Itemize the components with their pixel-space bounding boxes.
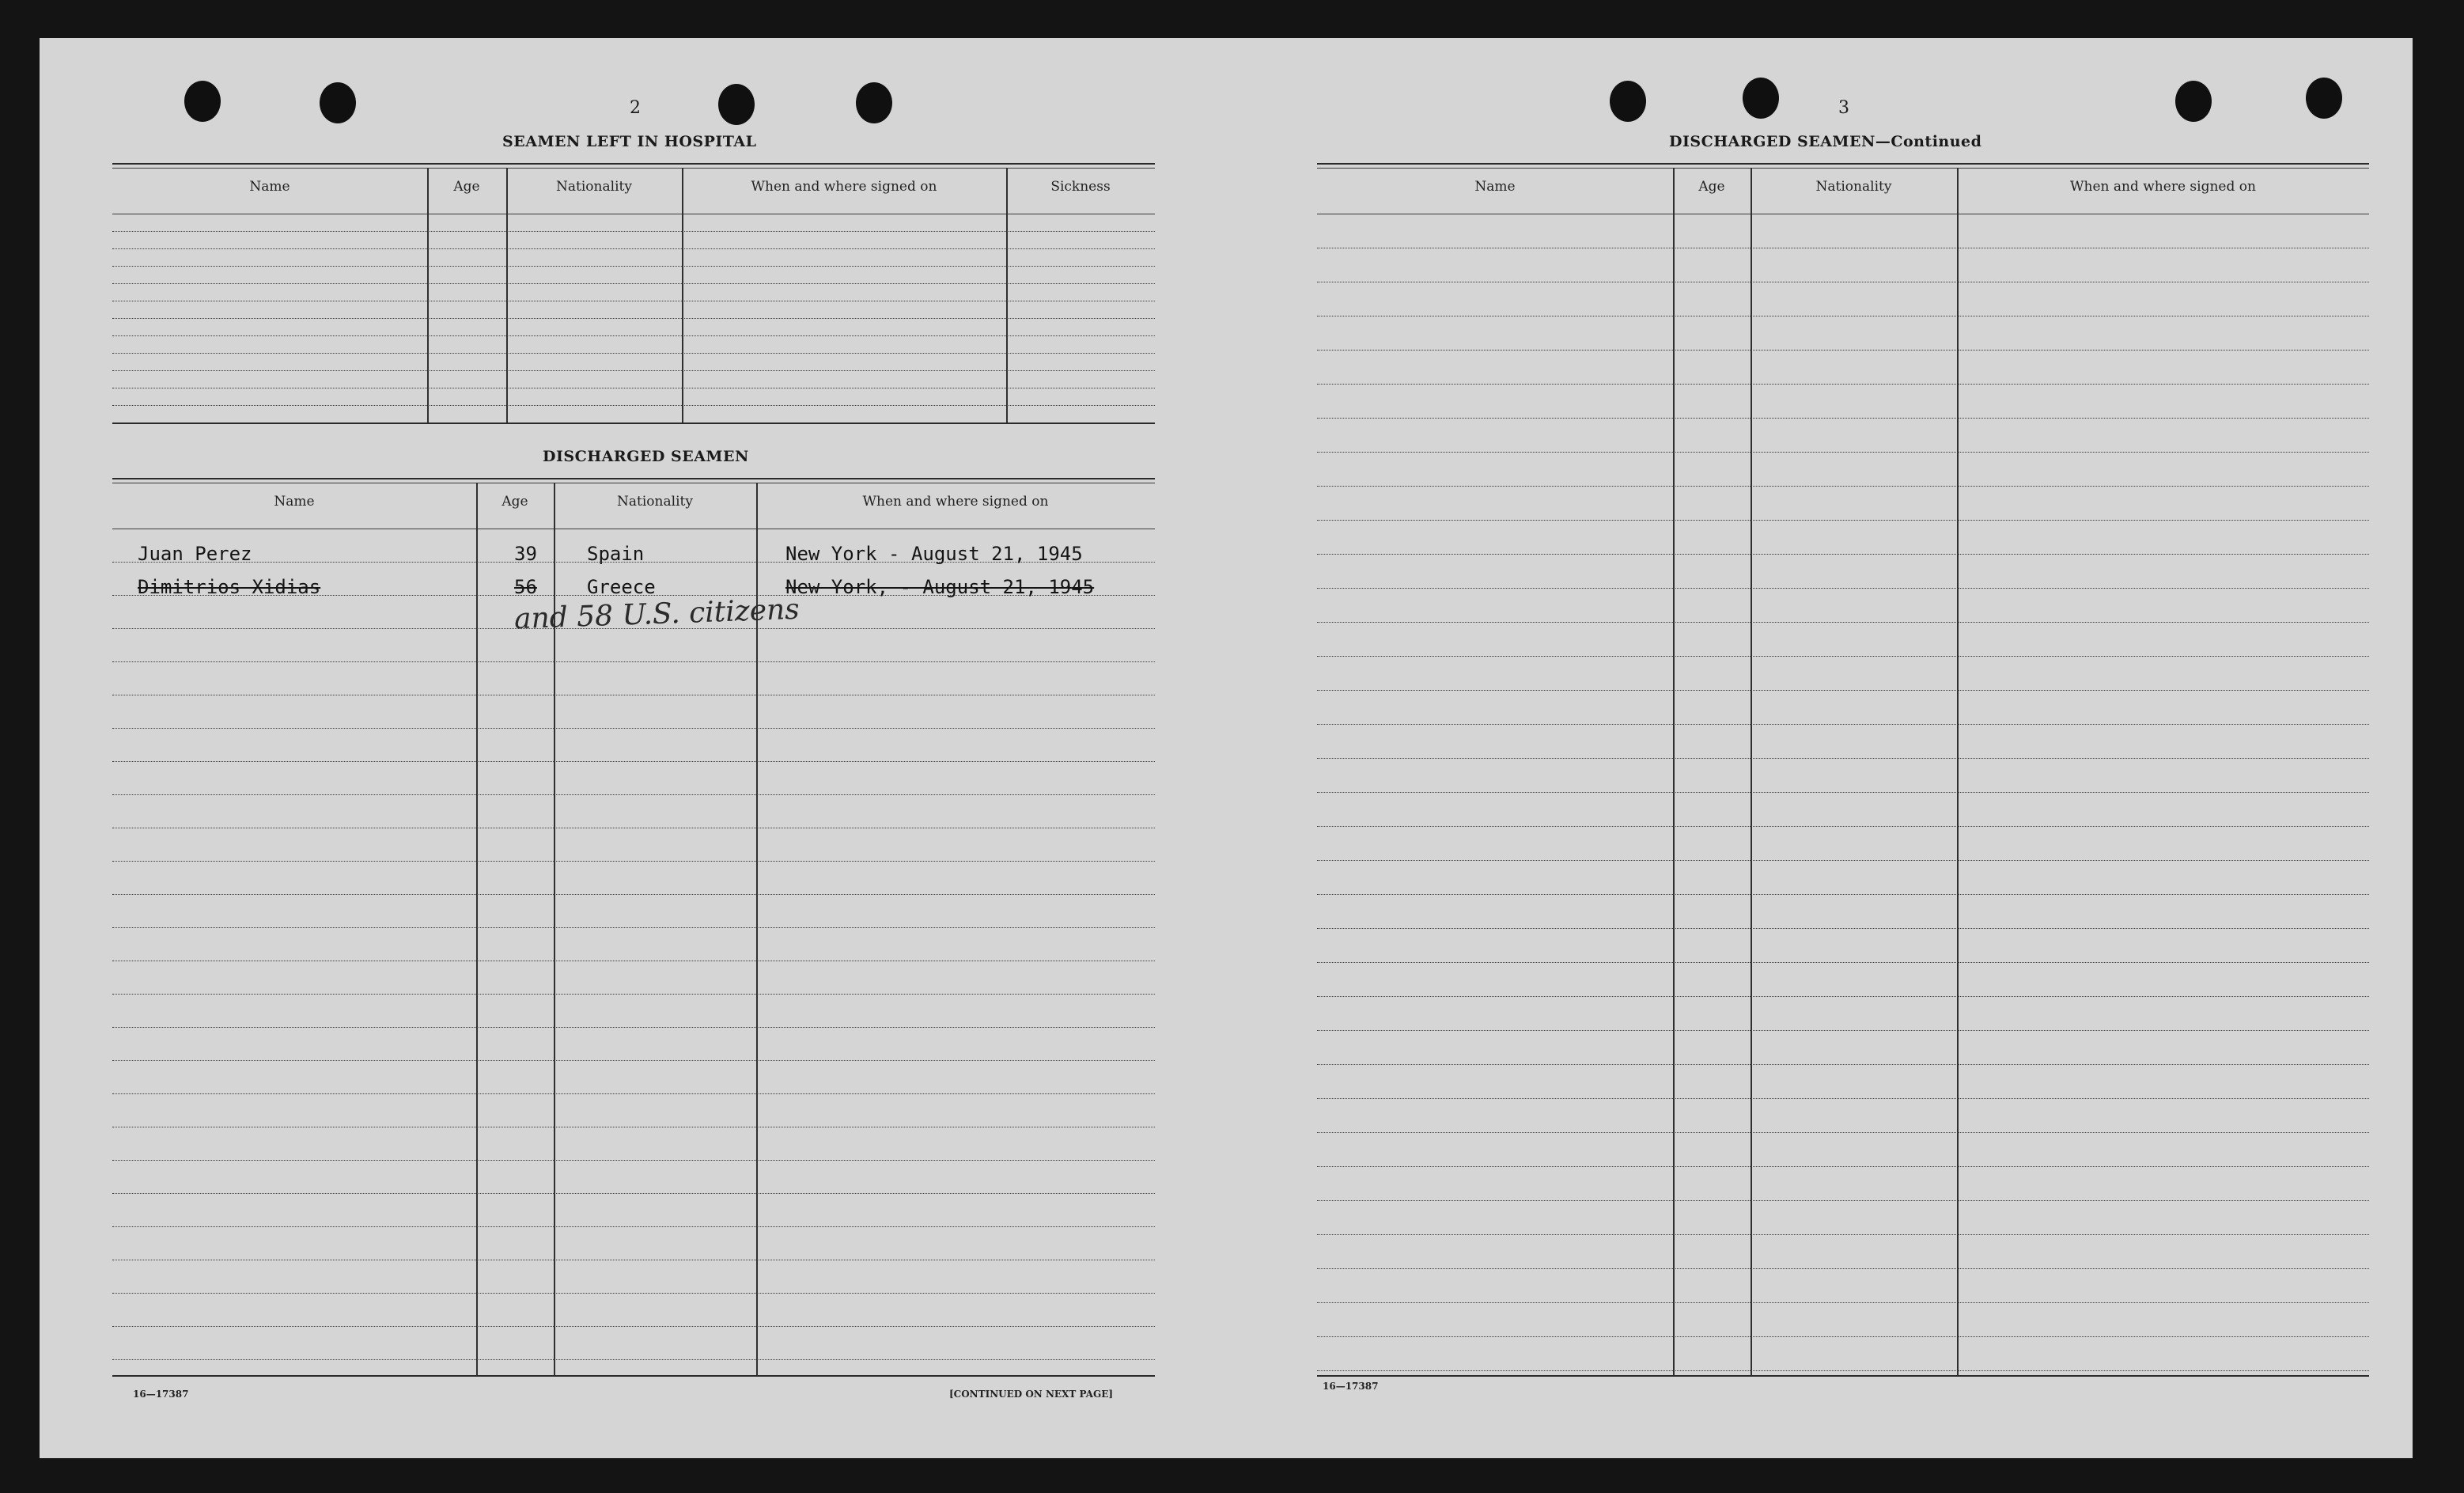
row-line	[112, 248, 1155, 249]
document-sheet	[40, 38, 2413, 1458]
row-line	[1317, 384, 2369, 385]
table-top-rule	[112, 168, 1155, 169]
row-line	[1317, 792, 2369, 793]
punch-hole	[320, 82, 356, 123]
table-top-rule	[1317, 163, 2369, 165]
entry-signed-on-2: New York, - August 21, 1945	[785, 576, 1095, 598]
row-line	[112, 1226, 1155, 1227]
continued-note: [CONTINUED ON NEXT PAGE]	[949, 1389, 1114, 1400]
row-line	[1317, 452, 2369, 453]
column-header: Nationality	[617, 494, 693, 510]
row-line	[1317, 1370, 2369, 1371]
column-header: Nationality	[1815, 179, 1892, 195]
row-line	[112, 661, 1155, 662]
table-bottom-rule	[1317, 1375, 2369, 1377]
punch-hole	[1610, 81, 1646, 122]
row-line	[1317, 1234, 2369, 1235]
row-line	[1317, 860, 2369, 861]
row-line	[1317, 1064, 2369, 1065]
punch-hole	[2306, 78, 2342, 119]
entry-age-1: 39	[514, 543, 537, 565]
row-line	[1317, 1166, 2369, 1167]
row-line	[1317, 486, 2369, 487]
row-line	[1317, 996, 2369, 997]
row-line	[1317, 1030, 2369, 1031]
row-line	[112, 728, 1155, 729]
column-header: When and where signed on	[862, 494, 1049, 510]
row-line	[1317, 1132, 2369, 1133]
hospital-section-title: SEAMEN LEFT IN HOSPITAL	[502, 133, 757, 150]
handwritten-note: and 58 U.S. citizens	[513, 593, 801, 636]
row-line	[112, 1193, 1155, 1194]
column-header: Nationality	[556, 179, 632, 195]
row-line	[112, 994, 1155, 995]
row-line	[1317, 894, 2369, 895]
column-header: Age	[1698, 179, 1725, 195]
column-header: When and where signed on	[2070, 179, 2256, 195]
row-line	[1317, 962, 2369, 963]
column-divider	[1751, 168, 1752, 1375]
entry-name-1: Juan Perez	[138, 543, 252, 565]
column-header: Name	[274, 494, 315, 510]
right-section-title: DISCHARGED SEAMEN—Continued	[1669, 133, 1982, 150]
row-line	[112, 1093, 1155, 1094]
row-line	[1317, 1302, 2369, 1303]
row-line	[112, 266, 1155, 267]
entry-signed-on-1: New York - August 21, 1945	[785, 543, 1083, 565]
row-line	[112, 794, 1155, 795]
punch-hole	[1743, 78, 1779, 119]
row-line	[1317, 826, 2369, 827]
row-line	[112, 1060, 1155, 1061]
row-line	[112, 370, 1155, 371]
table-top-rule	[1317, 168, 2369, 169]
punch-hole	[184, 81, 221, 122]
row-line	[1317, 724, 2369, 725]
row-line	[112, 761, 1155, 762]
row-line	[112, 231, 1155, 232]
row-line	[112, 1160, 1155, 1161]
table-bottom-rule	[112, 423, 1155, 424]
column-divider	[1673, 168, 1675, 1375]
row-line	[1317, 418, 2369, 419]
row-line	[1317, 1268, 2369, 1269]
entry-name-2: Dimitrios Xidias	[138, 576, 321, 598]
row-line	[1317, 588, 2369, 589]
row-line	[112, 1027, 1155, 1028]
table-top-rule	[112, 478, 1155, 479]
row-line	[1317, 622, 2369, 623]
punch-hole	[718, 84, 755, 125]
column-divider	[506, 168, 508, 423]
row-line	[112, 283, 1155, 284]
row-line	[1317, 1200, 2369, 1201]
column-header: Sickness	[1050, 179, 1111, 195]
punch-hole	[2175, 81, 2212, 122]
column-header: Age	[453, 179, 480, 195]
entry-nationality-1: Spain	[587, 543, 645, 565]
page-number-left: 2	[630, 98, 641, 118]
column-divider	[427, 168, 429, 423]
entry-nationality-2: Greece	[587, 576, 656, 598]
row-line	[112, 405, 1155, 406]
row-line	[1317, 520, 2369, 521]
row-line	[112, 318, 1155, 319]
column-header: Name	[249, 179, 290, 195]
form-number-left: 16—17387	[133, 1389, 189, 1400]
row-line	[1317, 690, 2369, 691]
row-line	[112, 861, 1155, 862]
entry-age-2: 56	[514, 576, 537, 598]
table-bottom-rule	[112, 1375, 1155, 1377]
row-line	[112, 1359, 1155, 1360]
table-top-rule	[112, 163, 1155, 165]
column-divider	[682, 168, 683, 423]
row-line	[1317, 350, 2369, 351]
form-number-right: 16—17387	[1323, 1381, 1379, 1392]
row-line	[1317, 554, 2369, 555]
column-header: When and where signed on	[751, 179, 937, 195]
row-line	[1317, 758, 2369, 759]
row-line	[1317, 928, 2369, 929]
row-line	[112, 927, 1155, 928]
column-header: Age	[502, 494, 528, 510]
row-line	[112, 1326, 1155, 1327]
column-divider	[476, 483, 478, 1375]
row-line	[112, 894, 1155, 895]
row-line	[112, 353, 1155, 354]
discharged-section-title: DISCHARGED SEAMEN	[543, 448, 749, 465]
punch-hole	[856, 82, 892, 123]
row-line	[112, 1293, 1155, 1294]
row-line	[112, 335, 1155, 336]
row-line	[1317, 1098, 2369, 1099]
column-divider	[1957, 168, 1959, 1375]
row-line	[1317, 1336, 2369, 1337]
row-line	[1317, 656, 2369, 657]
column-header: Name	[1474, 179, 1516, 195]
page-number-right: 3	[1838, 98, 1849, 118]
column-divider	[1006, 168, 1008, 423]
